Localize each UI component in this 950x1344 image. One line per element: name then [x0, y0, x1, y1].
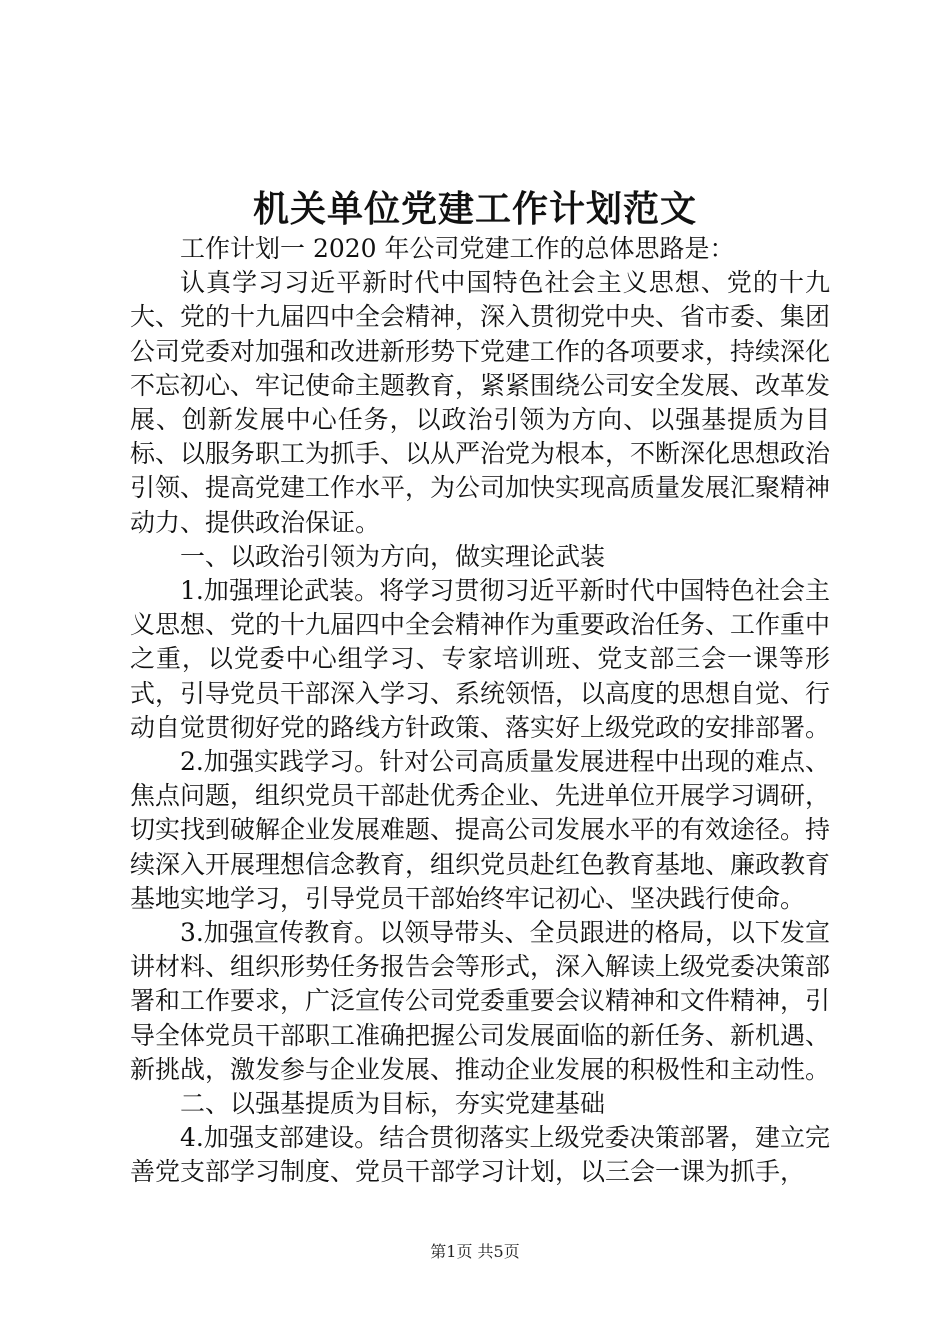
- section-heading-2: 二、以强基提质为目标，夯实党建基础: [180, 1089, 606, 1119]
- paragraph-item-2: 2.加强实践学习。针对公司高质量发展进程中出现的难点、焦点问题，组织党员干部赴优秀企业、先进单位开展学习调研，切实找到破解企业发展难题、提高公司发展水平的有效途径。持续深入开展理想信念教育，组织党员赴红色教育基地、廉政教育基地实地学习，引导党员干部始终牢记初心、坚决践行使命。: [130, 747, 831, 913]
- page-number-footer: 第1页 共5页: [430, 1242, 520, 1261]
- paragraph-item-3: 3.加强宣传教育。以领导带头、全员跟进的格局，以下发宣讲材料、组织形势任务报告会等形式，深入解读上级党委决策部署和工作要求，广泛宣传公司党委重要会议精神和文件精神，引导全体党员干部职工准确把握公司发展面临的新任务、新机遇、新挑战，激发参与企业发展、推动企业发展的积极性和主动性。: [130, 918, 831, 1084]
- paragraph-intro: 工作计划一 2020 年公司党建工作的总体思路是：: [180, 234, 735, 263]
- paragraph-item-1: 1.加强理论武装。将学习贯彻习近平新时代中国特色社会主义思想、党的十九届四中全会精神作为重要政治任务、工作重中之重，以党委中心组学习、专家培训班、党支部三会一课等形式，引导党员干部深入学习、系统领悟，以高度的思想自觉、行动自觉贯彻好党的路线方针政策、落实好上级党政的安排部署。: [130, 576, 831, 742]
- section-heading-1: 一、以政治引领为方向，做实理论武装: [180, 541, 606, 571]
- document-title: 机关单位党建工作计划范文: [252, 188, 697, 230]
- paragraph-item-4: 4.加强支部建设。结合贯彻落实上级党委决策部署，建立完善党支部学习制度、党员干部学习计划，以三会一课为抓手，: [130, 1123, 830, 1187]
- document-body: [130, 232, 830, 1190]
- paragraph-overview: 认真学习习近平新时代中国特色社会主义思想、党的十九大、党的十九届四中全会精神，深入贯彻党中央、省市委、集团公司党委对加强和改进新形势下党建工作的各项要求，持续深化不忘初心、牢记使命主题教育，紧紧围绕公司安全发展、改革发展、创新发展中心任务，以政治引领为方向、以强基提质为目标、以服务职工为抓手、以从严治党为根本，不断深化思想政治引领、提高党建工作水平，为公司加快实现高质量发展汇聚精神动力、提供政治保证。: [130, 268, 831, 537]
